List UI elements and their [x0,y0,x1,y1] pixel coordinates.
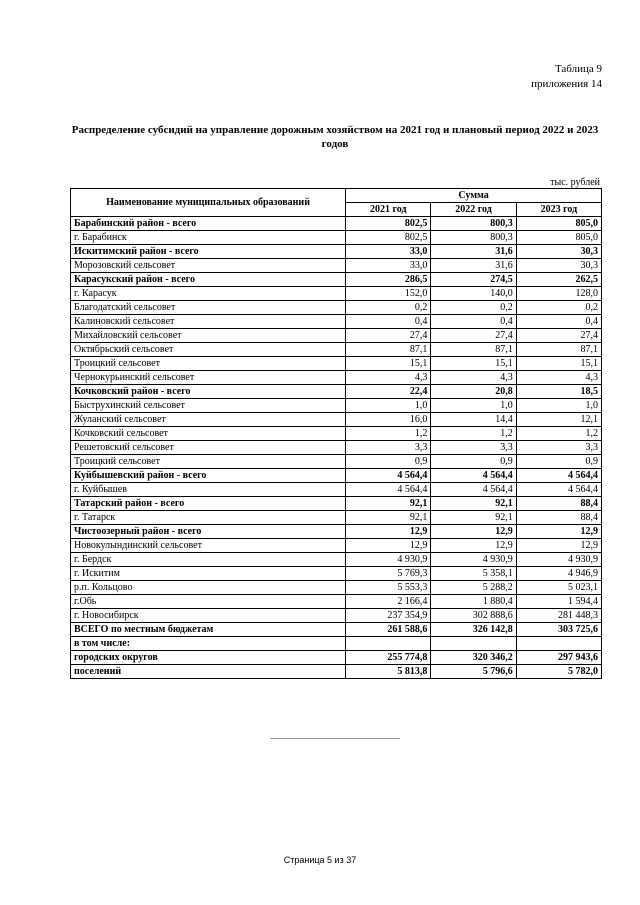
table-row [71,497,602,511]
value-2022-cell: 12,9 [431,525,516,539]
value-2023-cell: 4,3 [516,371,601,385]
table-row [71,665,602,679]
table-row [71,567,602,581]
table-row [71,357,602,371]
value-2022-cell: 0,9 [431,455,516,469]
value-2021-cell: 4,3 [346,371,431,385]
row-name-cell: Решетовский сельсовет [71,441,346,455]
value-2023-cell: 27,4 [516,329,601,343]
value-2023-cell: 88,4 [516,511,601,525]
row-name-cell: г. Карасук [71,287,346,301]
table-row [71,371,602,385]
value-2021-cell: 0,9 [346,455,431,469]
value-2021-cell: 152,0 [346,287,431,301]
value-2021-cell: 5 769,3 [346,567,431,581]
value-2022-cell: 326 142,8 [431,623,516,637]
table-body [71,217,602,679]
footer-divider [270,738,400,739]
row-name-cell: городских округов [71,651,346,665]
value-2021-cell: 33,0 [346,245,431,259]
value-2021-cell: 802,5 [346,217,431,231]
row-name-cell: Октябрьский сельсовет [71,343,346,357]
value-2021-cell: 4 564,4 [346,483,431,497]
value-2023-cell: 303 725,6 [516,623,601,637]
value-2023-cell: 3,3 [516,441,601,455]
table-row [71,343,602,357]
table-row [71,637,602,651]
value-2021-cell: 802,5 [346,231,431,245]
table-row [71,469,602,483]
value-2023-cell: 0,4 [516,315,601,329]
row-name-cell: поселений [71,665,346,679]
row-name-cell: Морозовский сельсовет [71,259,346,273]
value-2023-cell: 262,5 [516,273,601,287]
year-2023-header: 2023 год [516,203,601,217]
value-2021-cell: 16,0 [346,413,431,427]
row-name-cell: г. Искитим [71,567,346,581]
value-2023-cell: 297 943,6 [516,651,601,665]
table-row [71,273,602,287]
row-name-cell: р.п. Кольцово [71,581,346,595]
row-name-cell: Быструхинский сельсовет [71,399,346,413]
sum-column-header: Сумма [346,189,602,203]
value-2023-cell: 0,2 [516,301,601,315]
value-2022-cell: 1,2 [431,427,516,441]
value-2021-cell: 2 166,4 [346,595,431,609]
table-row [71,525,602,539]
value-2022-cell: 1,0 [431,399,516,413]
year-2021-header: 2021 год [346,203,431,217]
row-name-cell: Калиновский сельсовет [71,315,346,329]
value-2023-cell: 5 782,0 [516,665,601,679]
value-2023-cell: 12,9 [516,525,601,539]
table-row [71,427,602,441]
year-2022-header: 2022 год [431,203,516,217]
value-2021-cell: 0,2 [346,301,431,315]
value-2021-cell: 92,1 [346,511,431,525]
value-2022-cell: 92,1 [431,497,516,511]
value-2021-cell: 5 813,8 [346,665,431,679]
value-2023-cell: 4 564,4 [516,483,601,497]
value-2023-cell: 1,2 [516,427,601,441]
table-row [71,581,602,595]
value-2021-cell: 1,2 [346,427,431,441]
value-2022-cell: 27,4 [431,329,516,343]
value-2022-cell: 31,6 [431,259,516,273]
table-row [71,245,602,259]
value-2022-cell: 12,9 [431,539,516,553]
value-2023-cell: 1 594,4 [516,595,601,609]
row-name-cell: Искитимский район - всего [71,245,346,259]
table-row [71,623,602,637]
value-2022-cell: 92,1 [431,511,516,525]
row-name-cell: Кочковский район - всего [71,385,346,399]
table-row [71,483,602,497]
value-2022-cell: 1 880,4 [431,595,516,609]
table-row [71,287,602,301]
table-row [71,609,602,623]
value-2023-cell: 30,3 [516,245,601,259]
value-2022-cell: 5 796,6 [431,665,516,679]
value-2021-cell: 4 930,9 [346,553,431,567]
table-row [71,329,602,343]
row-name-cell: Троицкий сельсовет [71,357,346,371]
row-name-cell: Татарский район - всего [71,497,346,511]
value-2022-cell: 140,0 [431,287,516,301]
table-row [71,553,602,567]
value-2022-cell: 4 564,4 [431,469,516,483]
value-2023-cell: 1,0 [516,399,601,413]
value-2023-cell: 87,1 [516,343,601,357]
table-number: Таблица 9 [554,63,602,75]
value-2023-cell: 4 930,9 [516,553,601,567]
value-2023-cell: 805,0 [516,217,601,231]
row-name-cell: г. Бердск [71,553,346,567]
row-name-cell: г. Татарск [71,511,346,525]
value-2021-cell: 27,4 [346,329,431,343]
value-2023-cell: 5 023,1 [516,581,601,595]
row-name-cell: г. Куйбышев [71,483,346,497]
value-2022-cell: 0,4 [431,315,516,329]
document-title: Распределение субсидий на управление дорожным хозяйством на 2021 год и плановый период 2022 и 2023 годов [71,124,599,150]
name-column-header: Наименование муниципальных образований [71,189,346,217]
value-2021-cell: 12,9 [346,539,431,553]
value-2022-cell: 0,2 [431,301,516,315]
value-2022-cell: 302 888,6 [431,609,516,623]
row-name-cell: Благодатский сельсовет [71,301,346,315]
value-2023-cell: 4 564,4 [516,469,601,483]
row-name-cell: Троицкий сельсовет [71,455,346,469]
appendix-number: приложения 14 [531,78,602,90]
table-row [71,217,602,231]
value-2023-cell: 12,9 [516,539,601,553]
row-name-cell: Карасукский район - всего [71,273,346,287]
table-row [71,301,602,315]
value-2022-cell: 274,5 [431,273,516,287]
value-2022-cell: 5 358,1 [431,567,516,581]
value-2022-cell: 800,3 [431,217,516,231]
value-2022-cell: 800,3 [431,231,516,245]
value-2022-cell: 4,3 [431,371,516,385]
value-2023-cell: 805,0 [516,231,601,245]
value-2021-cell: 92,1 [346,497,431,511]
value-2023-cell [516,637,601,651]
row-name-cell: Куйбышевский район - всего [71,469,346,483]
value-2021-cell: 255 774,8 [346,651,431,665]
value-2022-cell: 87,1 [431,343,516,357]
page-number: Страница 5 из 37 [283,855,357,865]
value-2023-cell: 12,1 [516,413,601,427]
row-name-cell: Михайловский сельсовет [71,329,346,343]
unit-label: тыс. рублей [550,177,600,188]
value-2023-cell: 18,5 [516,385,601,399]
value-2022-cell: 31,6 [431,245,516,259]
table-row [71,259,602,273]
value-2021-cell: 237 354,9 [346,609,431,623]
value-2022-cell: 4 564,4 [431,483,516,497]
table-row [71,651,602,665]
row-name-cell: г. Новосибирск [71,609,346,623]
row-name-cell: Кочковский сельсовет [71,427,346,441]
value-2023-cell: 0,9 [516,455,601,469]
table-row [71,511,602,525]
value-2022-cell: 15,1 [431,357,516,371]
row-name-cell: Чернокурьинский сельсовет [71,371,346,385]
value-2021-cell: 12,9 [346,525,431,539]
value-2023-cell: 4 946,9 [516,567,601,581]
value-2022-cell: 4 930,9 [431,553,516,567]
table-row [71,595,602,609]
table-row [71,455,602,469]
value-2022-cell: 5 288,2 [431,581,516,595]
value-2023-cell: 281 448,3 [516,609,601,623]
row-name-cell: Новокулындинский сельсовет [71,539,346,553]
row-name-cell: Жуланский сельсовет [71,413,346,427]
value-2021-cell: 5 553,3 [346,581,431,595]
value-2023-cell: 15,1 [516,357,601,371]
table-row [71,413,602,427]
subsidy-table [70,188,602,679]
value-2021-cell: 286,5 [346,273,431,287]
value-2021-cell: 33,0 [346,259,431,273]
value-2021-cell: 1,0 [346,399,431,413]
value-2021-cell: 0,4 [346,315,431,329]
table-row [71,441,602,455]
table-row [71,539,602,553]
page-header [531,62,602,92]
table-row [71,315,602,329]
value-2021-cell [346,637,431,651]
value-2022-cell: 14,4 [431,413,516,427]
row-name-cell: Барабинский район - всего [71,217,346,231]
table-row [71,385,602,399]
value-2021-cell: 15,1 [346,357,431,371]
row-name-cell: ВСЕГО по местным бюджетам [71,623,346,637]
table-row [71,399,602,413]
value-2021-cell: 87,1 [346,343,431,357]
row-name-cell: г. Барабинск [71,231,346,245]
row-name-cell: Чистоозерный район - всего [71,525,346,539]
value-2022-cell: 320 346,2 [431,651,516,665]
value-2022-cell: 3,3 [431,441,516,455]
row-name-cell: в том числе: [71,637,346,651]
value-2021-cell: 261 588,6 [346,623,431,637]
value-2023-cell: 128,0 [516,287,601,301]
value-2022-cell: 20,8 [431,385,516,399]
value-2022-cell [431,637,516,651]
value-2023-cell: 30,3 [516,259,601,273]
row-name-cell: г.Обь [71,595,346,609]
value-2021-cell: 3,3 [346,441,431,455]
value-2021-cell: 22,4 [346,385,431,399]
value-2023-cell: 88,4 [516,497,601,511]
value-2021-cell: 4 564,4 [346,469,431,483]
table-row [71,231,602,245]
